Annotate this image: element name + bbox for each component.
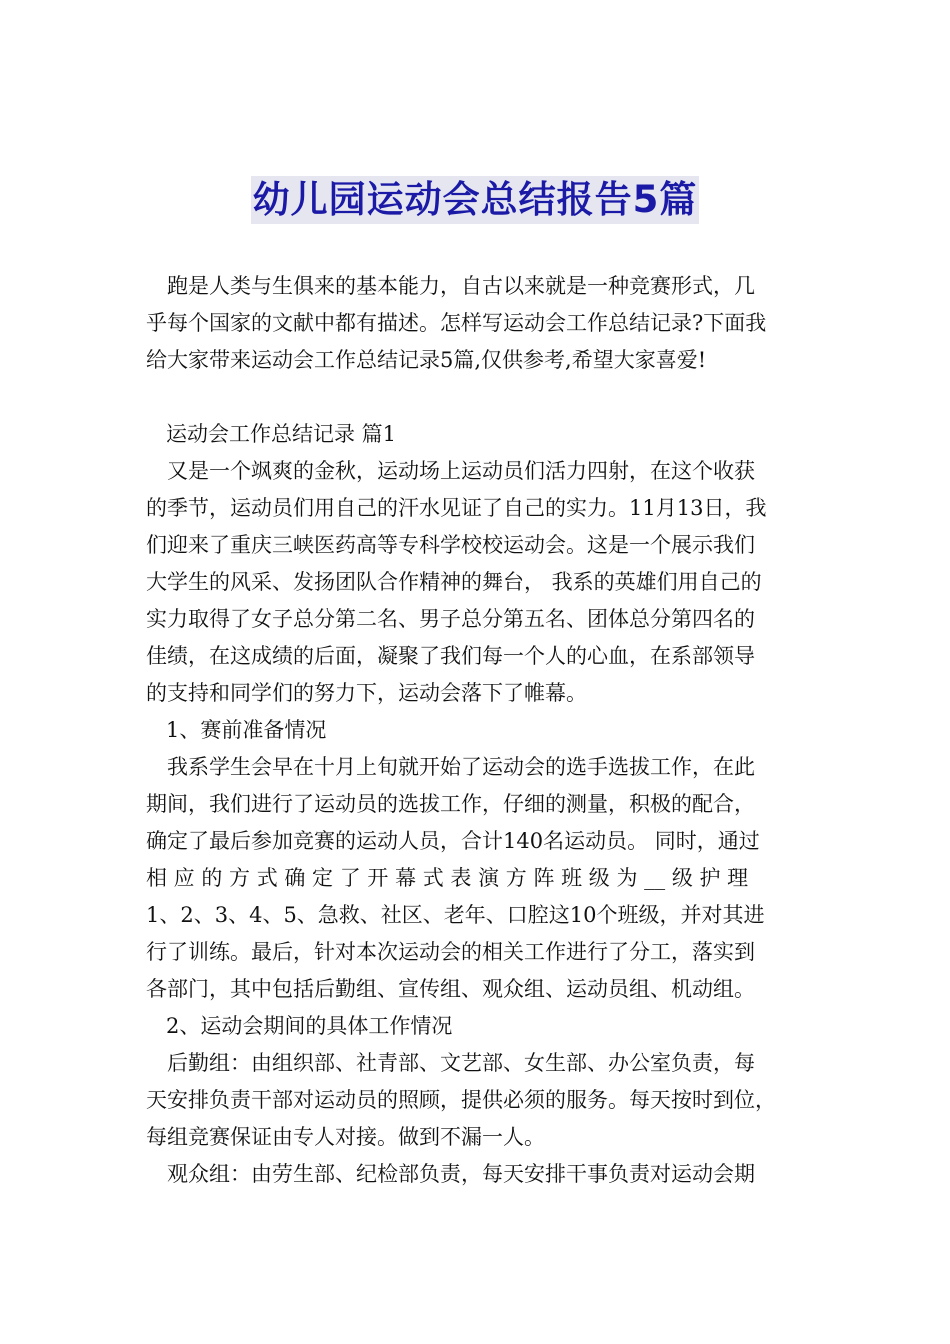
text-line: 乎每个国家的文献中都有描述。怎样写运动会工作总结记录?下面我 (146, 311, 767, 335)
text-line: 给大家带来运动会工作总结记录5篇,仅供参考,希望大家喜爱! (146, 348, 707, 372)
subheading-prep: 1、赛前准备情况 (166, 718, 327, 742)
text-line: 行了训练。最后，针对本次运动会的相关工作进行了分工，落实到 (146, 940, 755, 964)
text-line: 跑是人类与生俱来的基本能力，自古以来就是一种竞赛形式，几 (167, 274, 755, 298)
intro-paragraph (146, 268, 806, 379)
title-wrap (0, 176, 950, 224)
text-line: 1、2、3、4、5、急救、社区、老年、口腔这10个班级，并对其进 (146, 903, 765, 927)
paragraph-gap (146, 379, 806, 416)
text-line: 相 应 的 方 式 确 定 了 开 幕 式 表 演 方 阵 班 级 为 __ 级 护 理 (146, 866, 749, 890)
page-title: 幼儿园运动会总结报告5篇 (251, 176, 700, 224)
text-line: 的支持和同学们的努力下，运动会落下了帷幕。 (146, 681, 587, 705)
text-line: 观众组：由劳生部、纪检部负责，每天安排干事负责对运动会期 (167, 1162, 755, 1186)
text-line: 大学生的风采、发扬团队合作精神的舞台， 我系的英雄们用自己的 (146, 570, 762, 594)
text-line: 期间，我们进行了运动员的选拔工作，仔细的测量，积极的配合， (146, 792, 755, 816)
logistics-paragraph (146, 1045, 806, 1156)
text-line: 天安排负责干部对运动员的照顾，提供必须的服务。每天按时到位， (146, 1088, 776, 1112)
text-line: 的季节，运动员们用自己的汗水见证了自己的实力。11月13日，我 (146, 496, 767, 520)
text-line: 每组竞赛保证由专人对接。做到不漏一人。 (146, 1125, 545, 1149)
prep-paragraph (146, 749, 806, 1008)
section-title: 运动会工作总结记录 篇1 (166, 422, 397, 446)
text-line: 们迎来了重庆三峡医药高等专科学校校运动会。这是一个展示我们 (146, 533, 755, 557)
subheading-during: 2、运动会期间的具体工作情况 (166, 1014, 453, 1038)
text-line: 后勤组：由组织部、社青部、文艺部、女生部、办公室负责，每 (167, 1051, 755, 1075)
document-body (146, 268, 806, 1193)
text-line: 佳绩，在这成绩的后面，凝聚了我们每一个人的心血，在系部领导 (146, 644, 755, 668)
audience-paragraph (146, 1156, 806, 1193)
text-line: 确定了最后参加竞赛的运动人员，合计140名运动员。 同时，通过 (146, 829, 760, 853)
section1-paragraph (146, 453, 806, 712)
text-line: 实力取得了女子总分第二名、男子总分第五名、团体总分第四名的 (146, 607, 755, 631)
text-line: 各部门，其中包括后勤组、宣传组、观众组、运动员组、机动组。 (146, 977, 755, 1001)
text-line: 又是一个飒爽的金秋，运动场上运动员们活力四射，在这个收获 (167, 459, 755, 483)
text-line: 我系学生会早在十月上旬就开始了运动会的选手选拔工作，在此 (167, 755, 755, 779)
